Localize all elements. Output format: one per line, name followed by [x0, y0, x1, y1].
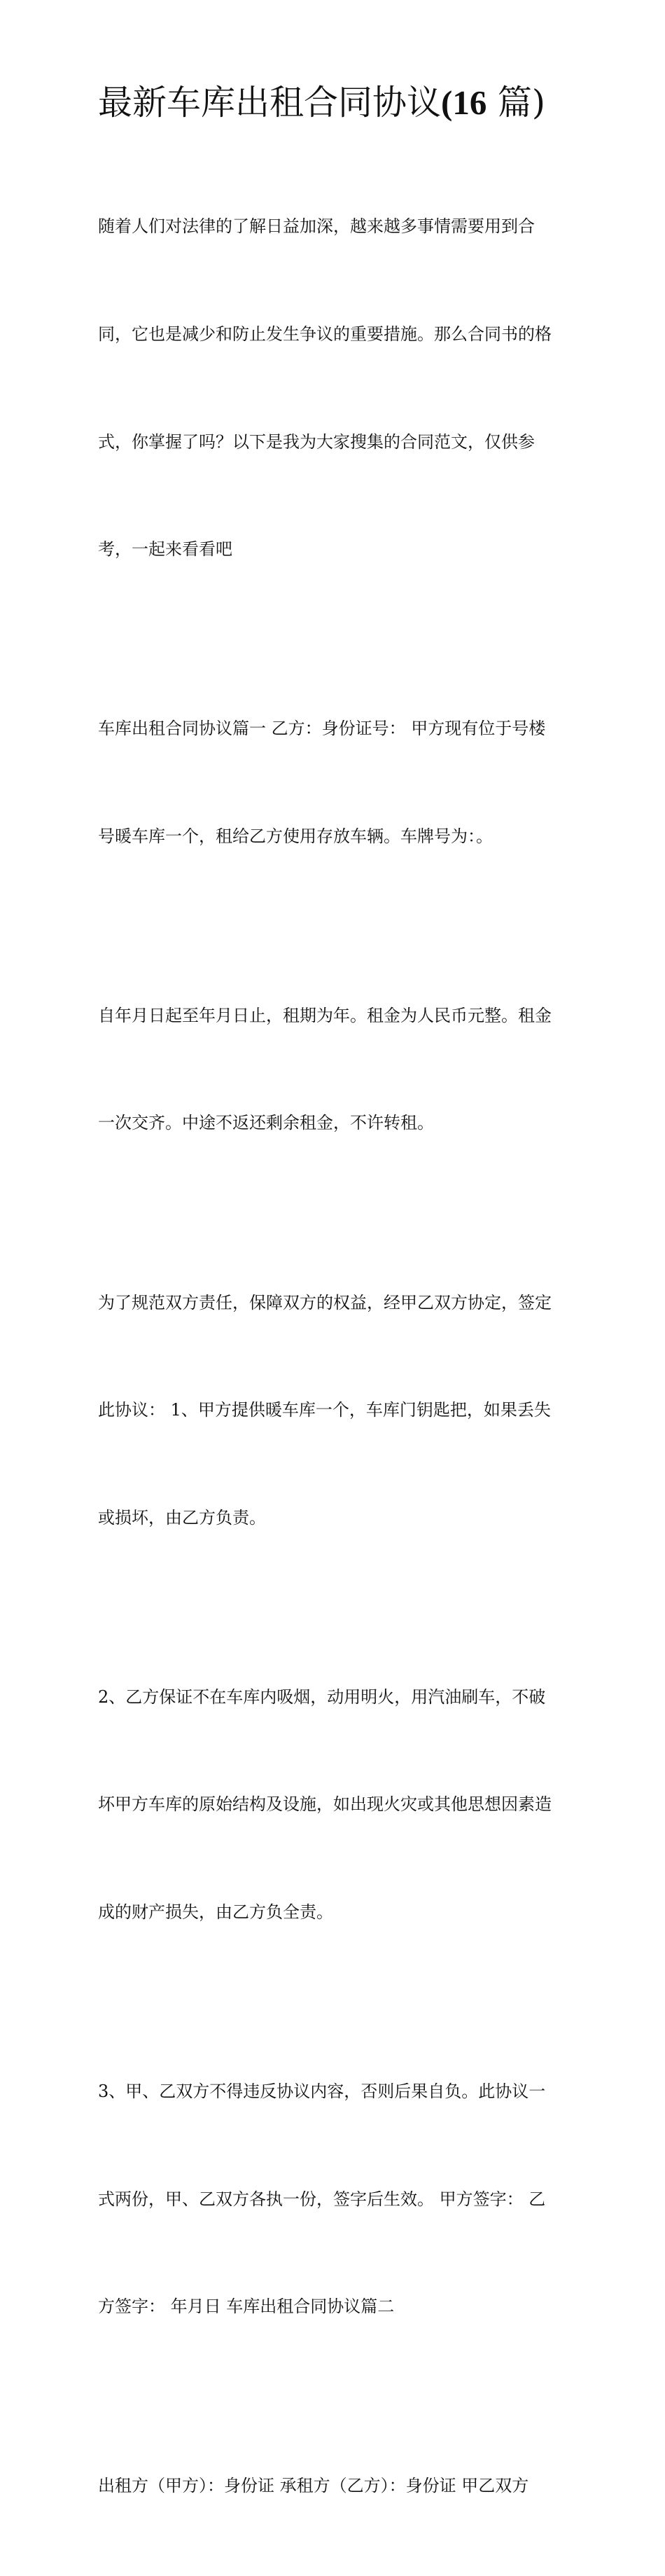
text-line: 号暖车库一个，租给乙方使用存放车辆。车牌号为：。: [98, 826, 493, 846]
text-line: 或损坏，由乙方负责。: [98, 1507, 266, 1528]
text-line: 式，你掌握了吗？以下是我为大家搜集的合同范文，仅供参: [98, 431, 535, 452]
paragraph-intro: [98, 137, 574, 639]
text-line: 自年月日起至年月日止，租期为年。租金为人民币元整。租金: [98, 1005, 552, 1025]
document-title: [98, 78, 574, 137]
document-page: [98, 78, 574, 2576]
text-line: 此协议： 1、甲方提供暖车库一个，车库门钥匙把，如果丢失: [98, 1400, 551, 1420]
text-line: 考，一起来看看吧: [98, 539, 232, 560]
text-line: 出租方（甲方）：身份证 承租方（乙方）：身份证 甲乙双方: [98, 2476, 529, 2496]
text-line: 式两份，甲、乙双方各执一份，签字后生效。 甲方签字： 乙: [98, 2189, 546, 2209]
text-line: 为了规范双方责任，保障双方的权益，经甲乙双方协定，签定: [98, 1292, 552, 1313]
document-body: [98, 137, 574, 2576]
paragraph-clause-1: [98, 1213, 574, 1607]
paragraph-contract-two-parties: [98, 2397, 574, 2576]
title-text: 最新车库出租合同协议: [98, 83, 442, 123]
text-line: 方签字： 年月日 车库出租合同协议篇二: [98, 2297, 395, 2317]
paragraph-clause-2: [98, 1607, 574, 2002]
paragraph-clause-3: [98, 2002, 574, 2397]
paragraph-lease-term: [98, 926, 574, 1213]
text-line: 3、甲、乙双方不得违反协议内容，否则后果自负。此协议一: [98, 2081, 546, 2101]
text-line: 坏甲方车库的原始结构及设施，如出现火灾或其他思想因素造: [98, 1794, 552, 1815]
text-line: 随着人们对法律的了解日益加深，越来越多事情需要用到合: [98, 216, 535, 237]
paragraph-contract-one-intro: [98, 639, 574, 927]
text-line: 成的财产损失，由乙方负全责。: [98, 1902, 333, 1922]
title-suffix: 篇): [497, 83, 546, 123]
title-count: (16: [441, 83, 487, 122]
text-line: 2、乙方保证不在车库内吸烟，动用明火，用汽油刷车，不破: [98, 1687, 546, 1707]
text-line: 同，它也是减少和防止发生争议的重要措施。那么合同书的格: [98, 324, 552, 345]
text-line: 一次交齐。中途不返还剩余租金，不许转租。: [98, 1113, 434, 1133]
text-line: 车库出租合同协议篇一 乙方：身份证号： 甲方现有位于号楼: [98, 719, 546, 739]
